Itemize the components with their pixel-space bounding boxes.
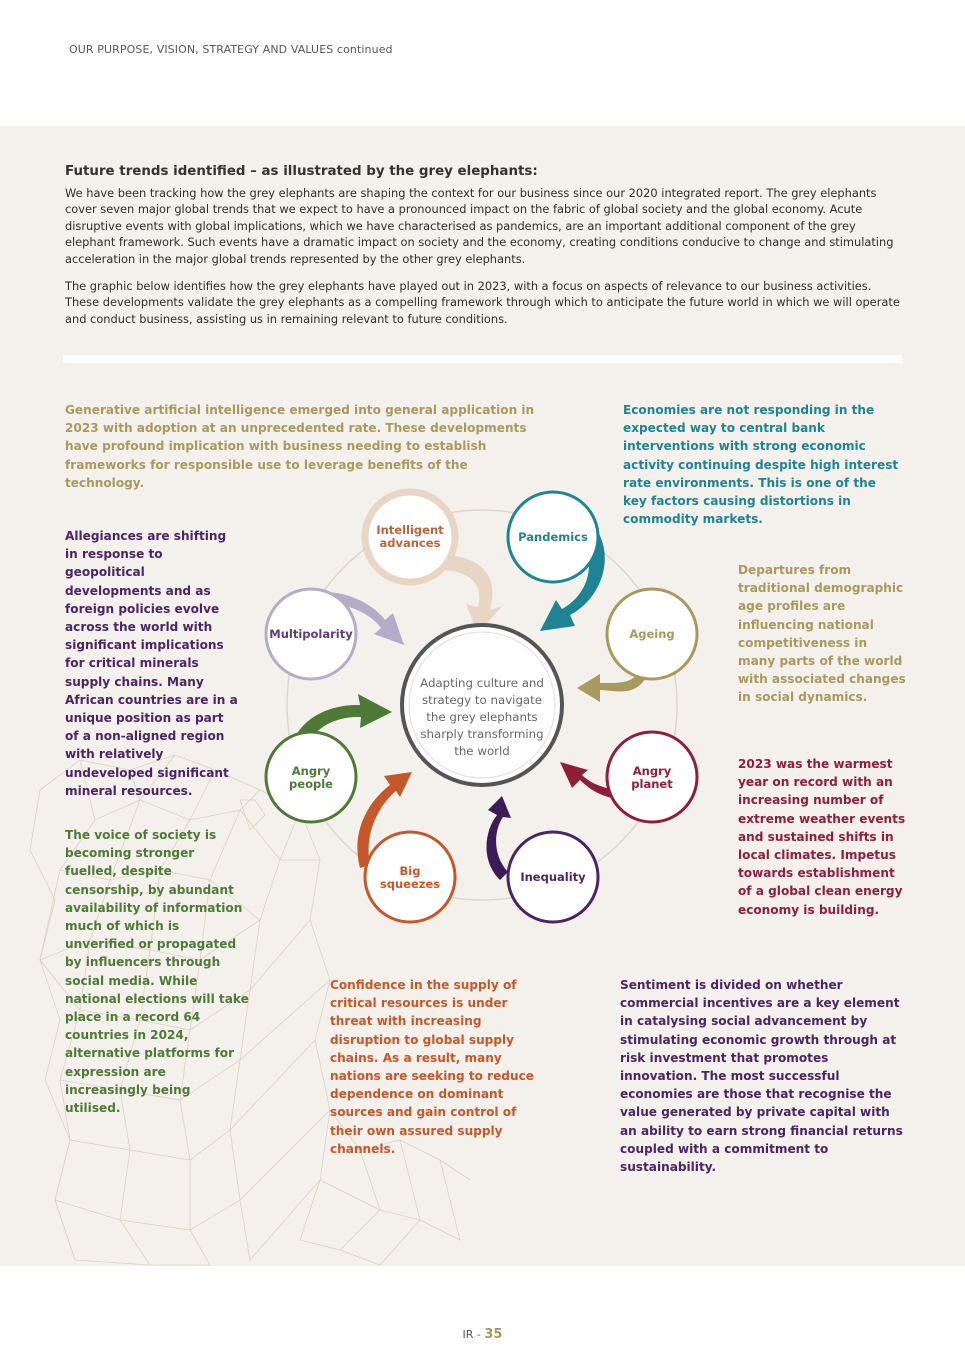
- node-big-squeezes: [365, 832, 455, 922]
- node-angry-planet: [607, 732, 697, 822]
- center-line-4: sharply transforming: [420, 727, 544, 741]
- svg-text:Inequality: Inequality: [520, 870, 586, 884]
- svg-text:Ageing: Ageing: [629, 627, 675, 641]
- center-circle: [402, 625, 562, 785]
- note-pandemics: Economies are not responding in the expected way to central bank interventions with strong economic activity continuing despite high interest rate environments. This is one of the key factors causing distortions in commodity markets.: [623, 403, 899, 527]
- note-angry-planet: 2023 was the warmest year on record with an increasing number of extreme weather events and sustained shifts in local climates. Impetus towards establishment of a global clean energy economy is building.: [738, 757, 906, 917]
- center-line-3: the grey elephants: [426, 710, 538, 724]
- svg-text:Angry: Angry: [632, 764, 672, 778]
- svg-text:advances: advances: [379, 536, 441, 550]
- node-pandemics: [508, 492, 598, 582]
- arrow-inequality: [486, 796, 511, 880]
- section-header: OUR PURPOSE, VISION, STRATEGY AND VALUES continued: [69, 43, 393, 56]
- svg-text:Multipolarity: Multipolarity: [269, 627, 353, 641]
- note-big-squeezes: Confidence in the supply of critical resources is under threat with increasing disruption to global supply chains. As a result, many nations are seeking to reduce dependence on dominant sources and gain control of their own assured supply channels.: [330, 978, 534, 1156]
- center-line-5: the world: [454, 744, 510, 758]
- footer-prefix: IR -: [462, 1328, 481, 1341]
- node-multipolarity: [266, 589, 356, 679]
- svg-text:squeezes: squeezes: [379, 877, 441, 891]
- note-intelligent-advances: Generative artificial intelligence emerged into general application in 2023 with adoption at an unprecedented rate. These developments have profound implication with business needing to establish frameworks for responsible use to leverage benefits of the technology.: [65, 403, 535, 490]
- arrow-intelligent-advances: [440, 555, 502, 634]
- intro-paragraph-1-text: We have been tracking how the grey elephants are shaping the context for our business since our 2020 integrated report. The grey elephants cover seven major global trends that we expect to have a pronounced impact on the fabric of global society and the global economy. Acute disruptive events with global implications, which we have characterised as pandemics, are an important additional component of the grey elephant framework. Such events have a dramatic impact on society and the economy, creating conditions conducive to change and stimulating acceleration in the major global trends represented by the other grey elephants.: [65, 186, 894, 266]
- center-line-1: Adapting culture and: [420, 676, 544, 690]
- svg-text:people: people: [289, 777, 333, 791]
- node-inequality: [508, 832, 598, 922]
- node-intelligent-advances: [365, 492, 455, 582]
- center-line-2: strategy to navigate: [421, 693, 543, 707]
- section-heading: Future trends identified – as illustrated by the grey elephants:: [65, 164, 538, 179]
- note-angry-people: The voice of society is becoming stronger fuelled, despite censorship, by abundant availability of information much of which is unverified or propagated by influencers through social media. While national elections will take place in a record 64 countries in 2024, alternative platforms for expression are increasingly being utilised.: [65, 828, 249, 1116]
- node-angry-people: [266, 732, 356, 822]
- svg-text:planet: planet: [631, 777, 673, 791]
- page-footer: [0, 1327, 965, 1342]
- svg-text:Pandemics: Pandemics: [518, 530, 588, 544]
- node-ageing: [607, 589, 697, 679]
- page-number: 35: [484, 1327, 503, 1342]
- note-ageing: Departures from traditional demographic age profiles are influencing national competitiveness in many parts of the world with associated changes in social dynamics.: [738, 563, 906, 705]
- intro-paragraph-2-text: The graphic below identifies how the grey elephants have played out in 2023, with a focus on aspects of relevance to our business activities. These developments validate the grey elephants as a compelling framework through which to anticipate the future world in which we will operate and conduct business, assisting us in remaining relevant to future conditions.: [65, 279, 900, 326]
- note-multipolarity: Allegiances are shifting in response to geopolitical developments and as foreign policies evolve across the world with significant implications for critical minerals supply chains. Many African countries are in a unique position as part of a non-aligned region with relatively undeveloped significant mineral resources.: [65, 529, 238, 798]
- note-inequality: Sentiment is divided on whether commercial incentives are a key element in catalysing social advancement by stimulating economic growth through at risk investment that promotes innovation. The most successful economies are those that recognise the value generated by private capital with an ability to earn strong financial returns coupled with a commitment to sustainability.: [620, 978, 903, 1175]
- svg-text:Angry: Angry: [291, 764, 331, 778]
- svg-text:Intelligent: Intelligent: [376, 523, 444, 537]
- svg-text:Big: Big: [399, 864, 421, 878]
